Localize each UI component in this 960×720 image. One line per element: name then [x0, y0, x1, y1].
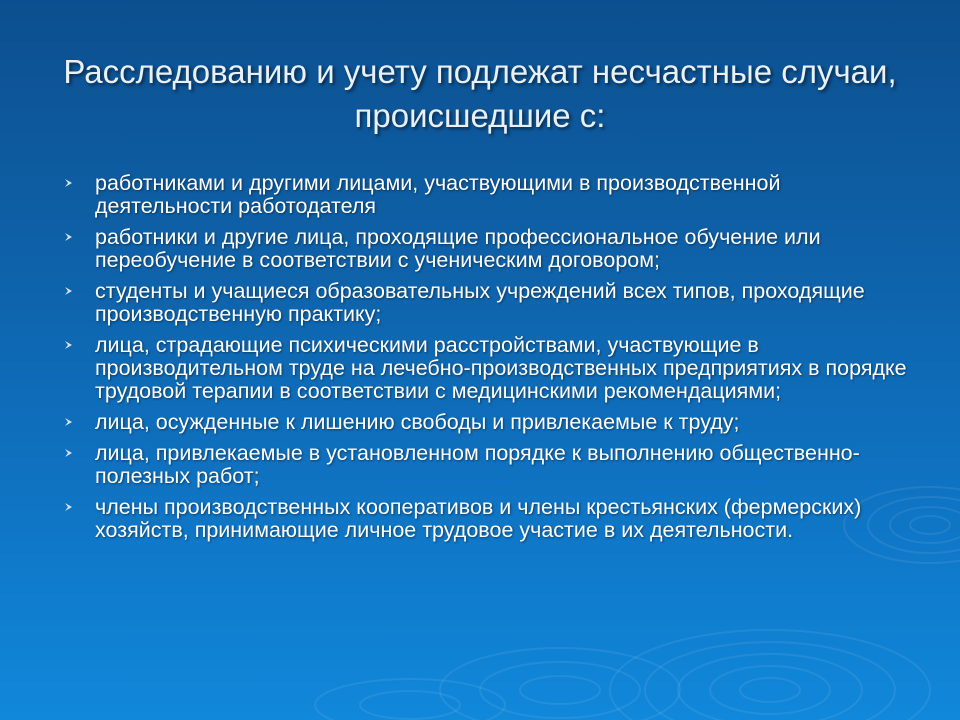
arrowhead-bullet-icon: [62, 282, 76, 300]
list-item: [62, 411, 912, 434]
arrowhead-bullet-icon: [62, 228, 76, 246]
list-item: [62, 172, 912, 218]
list-item-text: работниками и другими лицами, участвующими в производственной деятельности работодателя: [95, 171, 781, 218]
list-item-text: лица, привлекаемые в установленном порядке к выполнению общественно-полезных работ;: [95, 441, 860, 488]
list-item-text: лица, страдающие психическими расстройствами, участвующие в производительном труде на лечебно-производственных предприятиях в порядке трудовой терапии в соответствии с медицинскими рекомендациями;: [95, 333, 907, 403]
list-item-text: работники и другие лица, проходящие профессиональное обучение или переобучение в соответствии с ученическим договором;: [95, 225, 821, 272]
list-item-text: члены производственных кооперативов и члены крестьянских (фермерских) хозяйств, принимающие личное трудовое участие в их деятельности.: [95, 495, 862, 542]
list-item: [62, 226, 912, 272]
list-item-text: лица, осужденные к лишению свободы и привлекаемые к труду;: [95, 410, 740, 434]
arrowhead-bullet-icon: [62, 413, 76, 431]
arrowhead-bullet-icon: [62, 174, 76, 192]
list-item: [62, 496, 912, 542]
arrowhead-bullet-icon: [62, 444, 76, 462]
list-item: [62, 334, 912, 403]
list-item-text: студенты и учащиеся образовательных учреждений всех типов, проходящие производственную практику;: [95, 279, 865, 326]
list-item: [62, 442, 912, 488]
slide-title: Расследованию и учету подлежат несчастные случаи, происшедшие с:: [63, 53, 897, 134]
arrowhead-bullet-icon: [62, 336, 76, 354]
list-item: [62, 280, 912, 326]
arrowhead-bullet-icon: [62, 498, 76, 516]
bullet-list: [62, 172, 912, 550]
